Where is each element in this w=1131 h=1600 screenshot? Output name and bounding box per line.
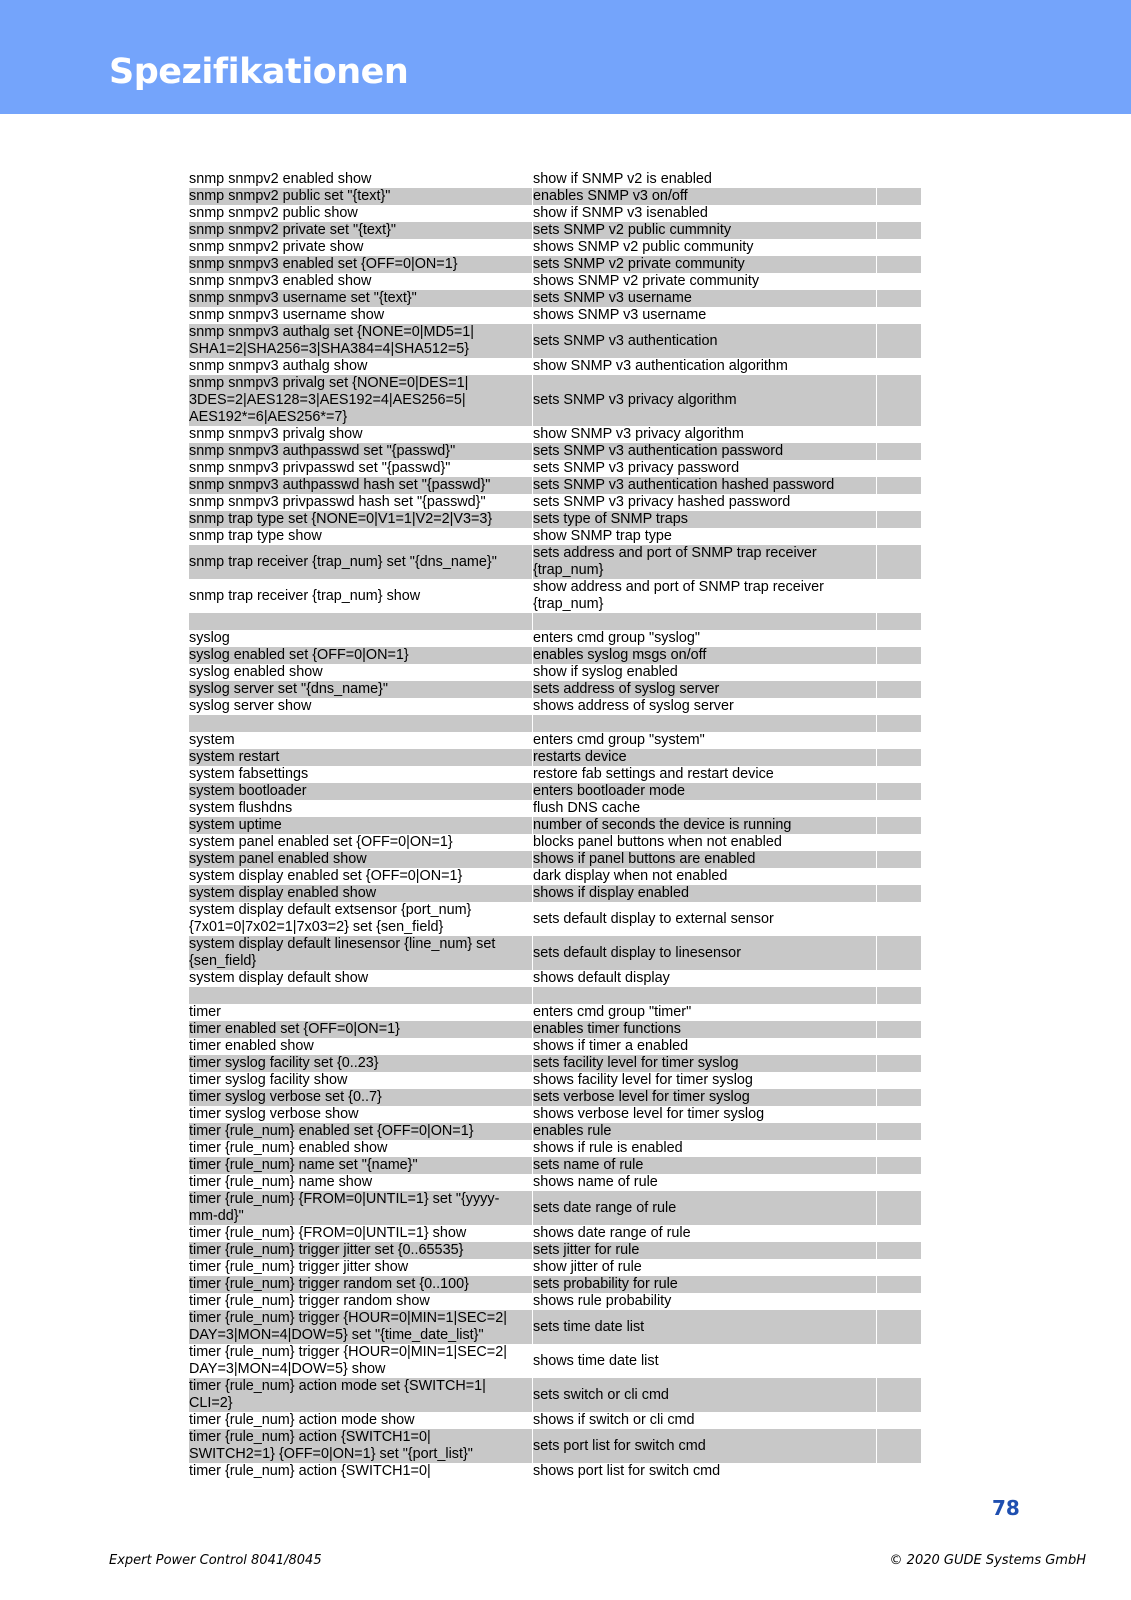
command-cell: snmp snmpv2 public set "{text}" xyxy=(189,188,533,205)
table-row xyxy=(189,630,921,647)
table-row xyxy=(189,834,921,851)
table-row xyxy=(189,1106,921,1123)
description-cell: enters bootloader mode xyxy=(533,783,877,800)
description-cell: sets jitter for rule xyxy=(533,1242,877,1259)
spacer-cell xyxy=(877,783,922,800)
description-cell: enters cmd group "system" xyxy=(533,732,877,749)
description-cell: sets verbose level for timer syslog xyxy=(533,1089,877,1106)
spacer-cell xyxy=(877,1038,922,1055)
table-row xyxy=(189,511,921,528)
command-cell: system display enabled show xyxy=(189,885,533,902)
spacer-cell xyxy=(877,545,922,579)
command-cell: timer {rule_num} action mode show xyxy=(189,1412,533,1429)
table-row xyxy=(189,800,921,817)
table-row xyxy=(189,902,921,936)
table-row xyxy=(189,1225,921,1242)
spacer-cell xyxy=(877,613,922,630)
table-row xyxy=(189,1276,921,1293)
spacer-cell xyxy=(877,647,922,664)
table-row xyxy=(189,1293,921,1310)
command-cell: syslog enabled set {OFF=0|ON=1} xyxy=(189,647,533,664)
spacer-cell xyxy=(877,477,922,494)
description-cell: restarts device xyxy=(533,749,877,766)
command-cell: system display default linesensor {line_num} set {sen_field} xyxy=(189,936,533,970)
description-cell xyxy=(533,715,877,732)
table-row xyxy=(189,375,921,426)
table-row xyxy=(189,579,921,613)
description-cell: show if SNMP v2 is enabled xyxy=(533,171,877,188)
table-row xyxy=(189,1429,921,1463)
page-title: Spezifikationen xyxy=(109,52,409,92)
spacer-cell xyxy=(877,1242,922,1259)
table-row xyxy=(189,1242,921,1259)
command-cell: snmp snmpv2 private show xyxy=(189,239,533,256)
spacer-cell xyxy=(877,528,922,545)
table-row xyxy=(189,545,921,579)
spacer-cell xyxy=(877,358,922,375)
command-cell: snmp trap receiver {trap_num} set "{dns_name}" xyxy=(189,545,533,579)
spacer-cell xyxy=(877,1174,922,1191)
table-row xyxy=(189,222,921,239)
description-cell: shows SNMP v2 public community xyxy=(533,239,877,256)
spacer-cell xyxy=(877,324,922,358)
table-row xyxy=(189,1072,921,1089)
table-row xyxy=(189,970,921,987)
spacer-cell xyxy=(877,460,922,477)
spacer-cell xyxy=(877,1293,922,1310)
spacer-cell xyxy=(877,1072,922,1089)
description-cell: shows date range of rule xyxy=(533,1225,877,1242)
spacer-cell xyxy=(877,749,922,766)
spacer-cell xyxy=(877,1276,922,1293)
command-cell: timer syslog verbose show xyxy=(189,1106,533,1123)
spacer-cell xyxy=(877,1123,922,1140)
table-row xyxy=(189,324,921,358)
description-cell: flush DNS cache xyxy=(533,800,877,817)
description-cell: shows address of syslog server xyxy=(533,698,877,715)
description-cell: show SNMP v3 authentication algorithm xyxy=(533,358,877,375)
command-cell: system panel enabled set {OFF=0|ON=1} xyxy=(189,834,533,851)
spacer-cell xyxy=(877,1157,922,1174)
spacer-cell xyxy=(877,188,922,205)
spacer-cell xyxy=(877,1004,922,1021)
spacer-cell xyxy=(877,1259,922,1276)
command-cell: timer {rule_num} name show xyxy=(189,1174,533,1191)
command-cell: timer syslog verbose set {0..7} xyxy=(189,1089,533,1106)
description-cell: shows rule probability xyxy=(533,1293,877,1310)
description-cell: sets time date list xyxy=(533,1310,877,1344)
command-cell: timer {rule_num} name set "{name}" xyxy=(189,1157,533,1174)
command-cell: snmp snmpv2 enabled show xyxy=(189,171,533,188)
spacer-cell xyxy=(877,222,922,239)
spacer-cell xyxy=(877,1191,922,1225)
spacer-cell xyxy=(877,698,922,715)
table-row xyxy=(189,1344,921,1378)
spacer-cell xyxy=(877,307,922,324)
table-row xyxy=(189,885,921,902)
spacer-cell xyxy=(877,1055,922,1072)
command-cell: timer syslog facility show xyxy=(189,1072,533,1089)
table-row xyxy=(189,290,921,307)
command-cell xyxy=(189,715,533,732)
description-cell: sets SNMP v3 privacy algorithm xyxy=(533,375,877,426)
table-row xyxy=(189,987,921,1004)
command-cell: snmp trap type show xyxy=(189,528,533,545)
spacer-cell xyxy=(877,987,922,1004)
table-row xyxy=(189,171,921,188)
command-cell: timer {rule_num} enabled show xyxy=(189,1140,533,1157)
command-cell: snmp snmpv3 authalg show xyxy=(189,358,533,375)
table-row xyxy=(189,188,921,205)
command-cell: timer {rule_num} trigger {HOUR=0|MIN=1|SEC=2| DAY=3|MON=4|DOW=5} show xyxy=(189,1344,533,1378)
description-cell: sets SNMP v3 authentication xyxy=(533,324,877,358)
table-row xyxy=(189,443,921,460)
description-cell: shows if rule is enabled xyxy=(533,1140,877,1157)
command-cell: snmp snmpv3 enabled show xyxy=(189,273,533,290)
spacer-cell xyxy=(877,1140,922,1157)
spacer-cell xyxy=(877,902,922,936)
spacer-cell xyxy=(877,205,922,222)
table-row xyxy=(189,1157,921,1174)
command-cell: snmp snmpv3 username set "{text}" xyxy=(189,290,533,307)
command-cell: timer syslog facility set {0..23} xyxy=(189,1055,533,1072)
command-cell: snmp snmpv3 authpasswd set "{passwd}" xyxy=(189,443,533,460)
description-cell: sets port list for switch cmd xyxy=(533,1429,877,1463)
table-row xyxy=(189,205,921,222)
description-cell: sets probability for rule xyxy=(533,1276,877,1293)
command-cell: timer enabled show xyxy=(189,1038,533,1055)
table-row xyxy=(189,1004,921,1021)
description-cell: show SNMP v3 privacy algorithm xyxy=(533,426,877,443)
description-cell: shows if display enabled xyxy=(533,885,877,902)
table-row xyxy=(189,1140,921,1157)
table-row xyxy=(189,698,921,715)
command-cell: timer {rule_num} action {SWITCH1=0| SWITCH2=1} {OFF=0|ON=1} set "{port_list}" xyxy=(189,1429,533,1463)
spacer-cell xyxy=(877,851,922,868)
table-row xyxy=(189,613,921,630)
description-cell: sets address of syslog server xyxy=(533,681,877,698)
description-cell: show SNMP trap type xyxy=(533,528,877,545)
command-cell: snmp snmpv3 privpasswd set "{passwd}" xyxy=(189,460,533,477)
table-row xyxy=(189,477,921,494)
description-cell: sets SNMP v2 public cummnity xyxy=(533,222,877,239)
description-cell: enters cmd group "syslog" xyxy=(533,630,877,647)
spacer-cell xyxy=(877,1021,922,1038)
table-row xyxy=(189,1174,921,1191)
description-cell: sets default display to linesensor xyxy=(533,936,877,970)
command-cell: system panel enabled show xyxy=(189,851,533,868)
spacer-cell xyxy=(877,579,922,613)
spacer-cell xyxy=(877,885,922,902)
spacer-cell xyxy=(877,1106,922,1123)
description-cell: shows name of rule xyxy=(533,1174,877,1191)
command-cell: timer {rule_num} action mode set {SWITCH=1| CLI=2} xyxy=(189,1378,533,1412)
command-cell: syslog server set "{dns_name}" xyxy=(189,681,533,698)
table-row xyxy=(189,766,921,783)
command-cell: syslog enabled show xyxy=(189,664,533,681)
command-cell xyxy=(189,613,533,630)
command-cell: snmp snmpv3 privalg set {NONE=0|DES=1| 3DES=2|AES128=3|AES192=4|AES256=5| AES192*=6|AES256*=7} xyxy=(189,375,533,426)
spacer-cell xyxy=(877,1429,922,1463)
spacer-cell xyxy=(877,936,922,970)
table-row xyxy=(189,1123,921,1140)
spacer-cell xyxy=(877,630,922,647)
table-row xyxy=(189,307,921,324)
command-cell: syslog xyxy=(189,630,533,647)
spacer-cell xyxy=(877,817,922,834)
description-cell: sets SNMP v3 privacy password xyxy=(533,460,877,477)
table-row xyxy=(189,528,921,545)
command-cell: system fabsettings xyxy=(189,766,533,783)
spacer-cell xyxy=(877,664,922,681)
spacer-cell xyxy=(877,273,922,290)
spacer-cell xyxy=(877,1310,922,1344)
command-cell: timer {rule_num} trigger random set {0..100} xyxy=(189,1276,533,1293)
command-table xyxy=(189,171,921,1480)
command-cell: snmp trap type set {NONE=0|V1=1|V2=2|V3=3} xyxy=(189,511,533,528)
command-cell xyxy=(189,987,533,1004)
footer-copyright: © 2020 GUDE Systems GmbH xyxy=(889,1553,1086,1568)
command-cell: snmp snmpv2 private set "{text}" xyxy=(189,222,533,239)
command-cell: snmp snmpv3 authalg set {NONE=0|MD5=1| SHA1=2|SHA256=3|SHA384=4|SHA512=5} xyxy=(189,324,533,358)
description-cell: enables syslog msgs on/off xyxy=(533,647,877,664)
command-cell: timer {rule_num} action {SWITCH1=0| xyxy=(189,1463,533,1480)
table-row xyxy=(189,1463,921,1480)
command-cell: system display default show xyxy=(189,970,533,987)
table-row xyxy=(189,1055,921,1072)
command-cell: timer {rule_num} trigger {HOUR=0|MIN=1|SEC=2| DAY=3|MON=4|DOW=5} set "{time_date_list}" xyxy=(189,1310,533,1344)
table-row xyxy=(189,1310,921,1344)
table-row xyxy=(189,256,921,273)
spacer-cell xyxy=(877,171,922,188)
table-row xyxy=(189,1089,921,1106)
table-row xyxy=(189,783,921,800)
command-cell: snmp trap receiver {trap_num} show xyxy=(189,579,533,613)
spacer-cell xyxy=(877,1225,922,1242)
command-cell: snmp snmpv3 privpasswd hash set "{passwd}" xyxy=(189,494,533,511)
table-row xyxy=(189,239,921,256)
command-cell: snmp snmpv3 enabled set {OFF=0|ON=1} xyxy=(189,256,533,273)
table-row xyxy=(189,460,921,477)
table-row xyxy=(189,1021,921,1038)
description-cell: enables rule xyxy=(533,1123,877,1140)
table-row xyxy=(189,681,921,698)
table-row xyxy=(189,1038,921,1055)
description-cell: sets date range of rule xyxy=(533,1191,877,1225)
description-cell: shows SNMP v3 username xyxy=(533,307,877,324)
table-row xyxy=(189,715,921,732)
spacer-cell xyxy=(877,868,922,885)
description-cell: blocks panel buttons when not enabled xyxy=(533,834,877,851)
command-cell: timer {rule_num} trigger random show xyxy=(189,1293,533,1310)
spacer-cell xyxy=(877,732,922,749)
command-table-body xyxy=(189,171,921,1480)
spacer-cell xyxy=(877,511,922,528)
description-cell: restore fab settings and restart device xyxy=(533,766,877,783)
description-cell: sets address and port of SNMP trap receiver {trap_num} xyxy=(533,545,877,579)
description-cell: sets switch or cli cmd xyxy=(533,1378,877,1412)
description-cell xyxy=(533,613,877,630)
table-row xyxy=(189,358,921,375)
spacer-cell xyxy=(877,970,922,987)
footer-product: Expert Power Control 8041/8045 xyxy=(109,1553,322,1568)
command-cell: system bootloader xyxy=(189,783,533,800)
table-row xyxy=(189,936,921,970)
description-cell: number of seconds the device is running xyxy=(533,817,877,834)
page-number: 78 xyxy=(992,1496,1020,1520)
description-cell: sets facility level for timer syslog xyxy=(533,1055,877,1072)
spacer-cell xyxy=(877,1463,922,1480)
command-cell: syslog server show xyxy=(189,698,533,715)
table-row xyxy=(189,647,921,664)
description-cell: sets SNMP v2 private community xyxy=(533,256,877,273)
description-cell: shows if timer a enabled xyxy=(533,1038,877,1055)
command-cell: system display enabled set {OFF=0|ON=1} xyxy=(189,868,533,885)
command-cell: timer {rule_num} trigger jitter show xyxy=(189,1259,533,1276)
description-cell: enables timer functions xyxy=(533,1021,877,1038)
command-cell: system flushdns xyxy=(189,800,533,817)
command-cell: timer enabled set {OFF=0|ON=1} xyxy=(189,1021,533,1038)
command-cell: snmp snmpv3 privalg show xyxy=(189,426,533,443)
spacer-cell xyxy=(877,290,922,307)
table-row xyxy=(189,664,921,681)
command-cell: timer xyxy=(189,1004,533,1021)
page-header xyxy=(0,0,1131,114)
description-cell: sets default display to external sensor xyxy=(533,902,877,936)
description-cell: shows if panel buttons are enabled xyxy=(533,851,877,868)
spacer-cell xyxy=(877,256,922,273)
command-cell: system display default extsensor {port_num} {7x01=0|7x02=1|7x03=2} set {sen_field} xyxy=(189,902,533,936)
description-cell xyxy=(533,987,877,1004)
table-row xyxy=(189,749,921,766)
spacer-cell xyxy=(877,494,922,511)
spacer-cell xyxy=(877,681,922,698)
description-cell: enters cmd group "timer" xyxy=(533,1004,877,1021)
table-row xyxy=(189,732,921,749)
spacer-cell xyxy=(877,1378,922,1412)
table-row xyxy=(189,273,921,290)
table-row xyxy=(189,868,921,885)
spacer-cell xyxy=(877,766,922,783)
table-row xyxy=(189,494,921,511)
description-cell: dark display when not enabled xyxy=(533,868,877,885)
description-cell: shows if switch or cli cmd xyxy=(533,1412,877,1429)
description-cell: shows time date list xyxy=(533,1344,877,1378)
spacer-cell xyxy=(877,800,922,817)
description-cell: shows facility level for timer syslog xyxy=(533,1072,877,1089)
table-row xyxy=(189,851,921,868)
command-cell: timer {rule_num} {FROM=0|UNTIL=1} show xyxy=(189,1225,533,1242)
description-cell: show if syslog enabled xyxy=(533,664,877,681)
spacer-cell xyxy=(877,1412,922,1429)
description-cell: show jitter of rule xyxy=(533,1259,877,1276)
spacer-cell xyxy=(877,375,922,426)
command-cell: system restart xyxy=(189,749,533,766)
description-cell: sets SNMP v3 username xyxy=(533,290,877,307)
description-cell: enables SNMP v3 on/off xyxy=(533,188,877,205)
table-row xyxy=(189,1378,921,1412)
command-cell: system xyxy=(189,732,533,749)
spacer-cell xyxy=(877,443,922,460)
table-row xyxy=(189,1191,921,1225)
command-cell: snmp snmpv3 authpasswd hash set "{passwd}" xyxy=(189,477,533,494)
description-cell: sets SNMP v3 authentication password xyxy=(533,443,877,460)
description-cell: shows default display xyxy=(533,970,877,987)
spacer-cell xyxy=(877,1344,922,1378)
command-cell: timer {rule_num} trigger jitter set {0..65535} xyxy=(189,1242,533,1259)
table-row xyxy=(189,1412,921,1429)
spacer-cell xyxy=(877,715,922,732)
command-cell: timer {rule_num} {FROM=0|UNTIL=1} set "{yyyy- mm-dd}" xyxy=(189,1191,533,1225)
description-cell: show if SNMP v3 isenabled xyxy=(533,205,877,222)
description-cell: sets type of SNMP traps xyxy=(533,511,877,528)
description-cell: shows verbose level for timer syslog xyxy=(533,1106,877,1123)
table-row xyxy=(189,426,921,443)
description-cell: sets name of rule xyxy=(533,1157,877,1174)
description-cell: show address and port of SNMP trap receiver {trap_num} xyxy=(533,579,877,613)
spacer-cell xyxy=(877,239,922,256)
command-cell: system uptime xyxy=(189,817,533,834)
spacer-cell xyxy=(877,426,922,443)
command-cell: snmp snmpv3 username show xyxy=(189,307,533,324)
spacer-cell xyxy=(877,1089,922,1106)
description-cell: shows port list for switch cmd xyxy=(533,1463,877,1480)
spacer-cell xyxy=(877,834,922,851)
table-row xyxy=(189,817,921,834)
description-cell: shows SNMP v2 private community xyxy=(533,273,877,290)
description-cell: sets SNMP v3 authentication hashed password xyxy=(533,477,877,494)
command-cell: snmp snmpv2 public show xyxy=(189,205,533,222)
command-cell: timer {rule_num} enabled set {OFF=0|ON=1} xyxy=(189,1123,533,1140)
description-cell: sets SNMP v3 privacy hashed password xyxy=(533,494,877,511)
table-row xyxy=(189,1259,921,1276)
